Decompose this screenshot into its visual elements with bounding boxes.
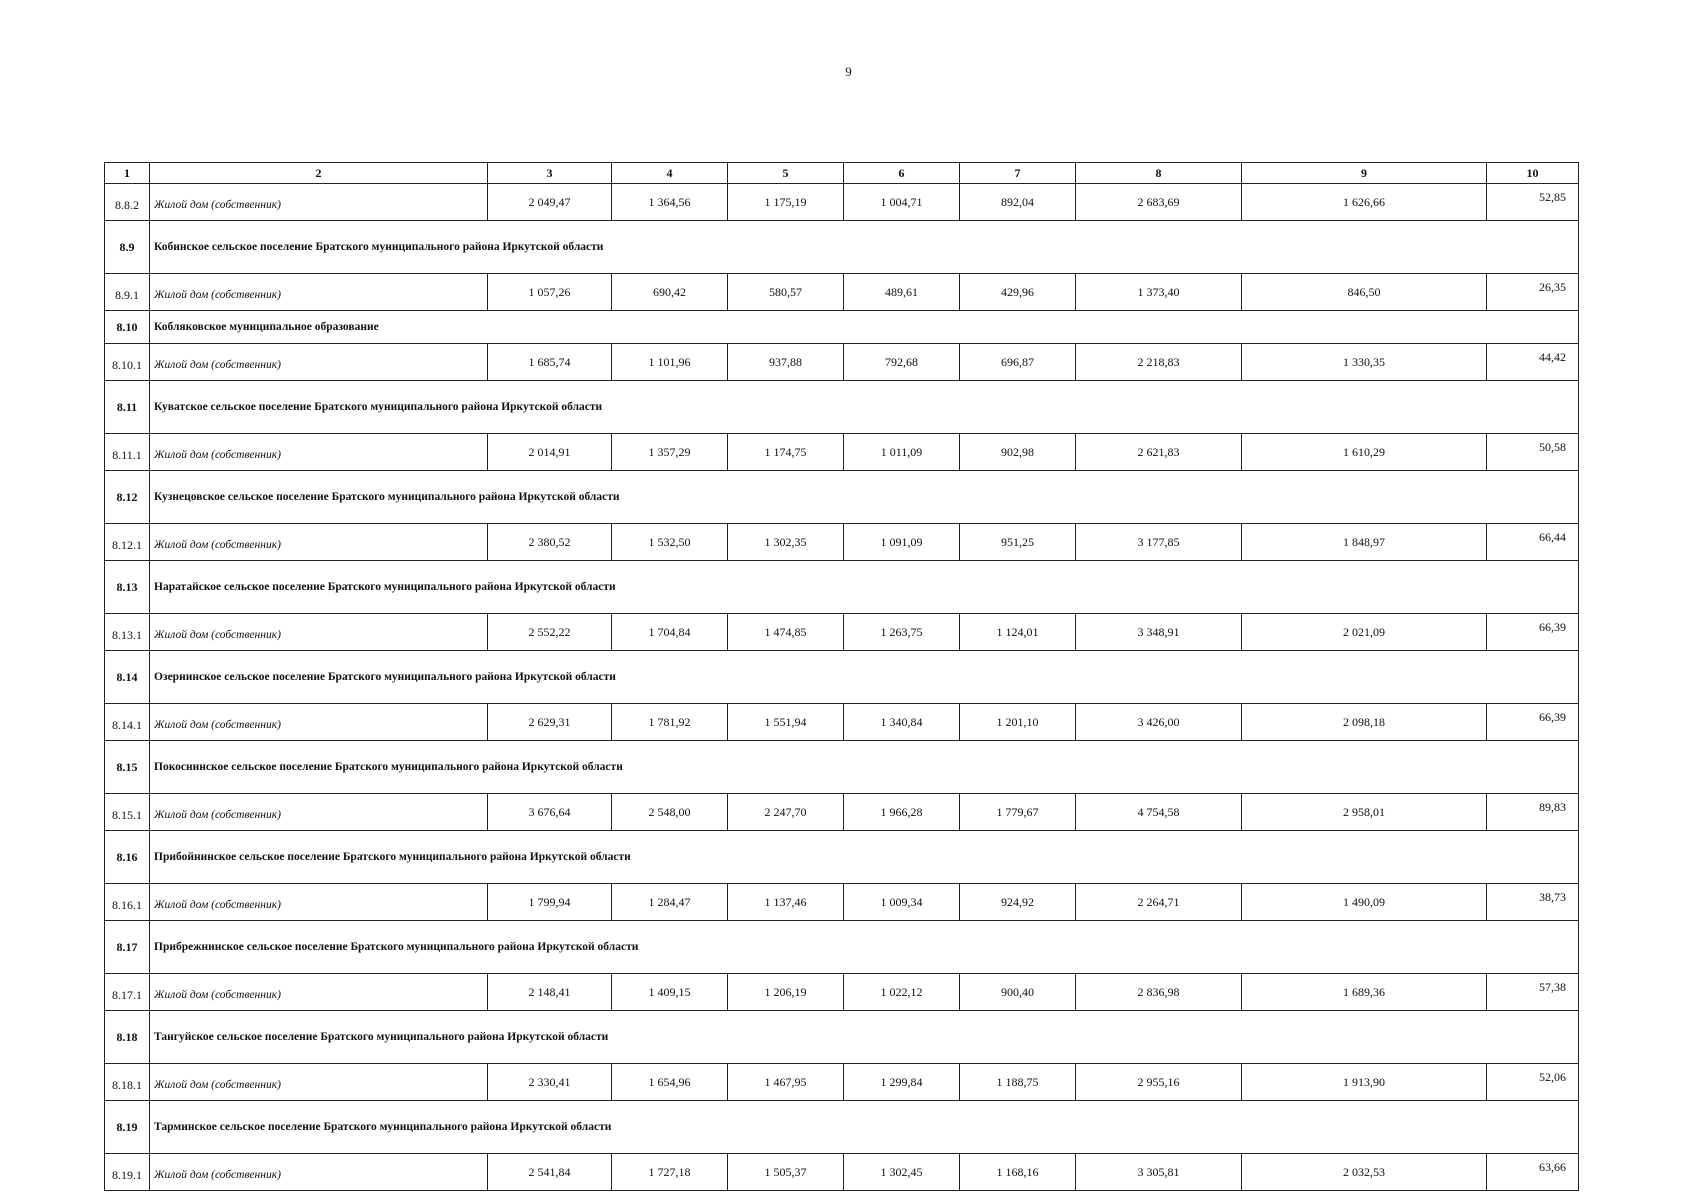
table-row [105, 794, 1579, 831]
column-header: 9 [1242, 163, 1487, 184]
section-name: Прибойнинское сельское поселение Братского муниципального района Иркутской области [150, 831, 1579, 884]
column-header: 7 [960, 163, 1076, 184]
row-name: Жилой дом (собственник) [150, 704, 488, 741]
value-cell: 1 689,36 [1242, 974, 1487, 1011]
column-header: 1 [105, 163, 150, 184]
section-number: 8.13 [105, 561, 150, 614]
value-cell: 937,88 [728, 344, 844, 381]
section-row [105, 471, 1579, 524]
value-cell: 2 541,84 [488, 1154, 612, 1191]
table-row [105, 524, 1579, 561]
value-cell: 1 302,35 [728, 524, 844, 561]
section-name: Покоснинское сельское поселение Братского муниципального района Иркутской области [150, 741, 1579, 794]
column-header: 2 [150, 163, 488, 184]
section-name: Тарминское сельское поселение Братского муниципального района Иркутской области [150, 1101, 1579, 1154]
value-cell: 924,92 [960, 884, 1076, 921]
value-cell: 2 098,18 [1242, 704, 1487, 741]
row-number: 8.17.1 [105, 974, 150, 1011]
value-cell: 1 532,50 [612, 524, 728, 561]
value-cell: 1 302,45 [844, 1154, 960, 1191]
value-cell: 1 206,19 [728, 974, 844, 1011]
section-number: 8.12 [105, 471, 150, 524]
value-cell: 44,42 [1487, 344, 1579, 381]
value-cell: 951,25 [960, 524, 1076, 561]
column-header: 10 [1487, 163, 1579, 184]
column-header: 3 [488, 163, 612, 184]
row-number: 8.9.1 [105, 274, 150, 311]
value-cell: 1 848,97 [1242, 524, 1487, 561]
value-cell: 1 284,47 [612, 884, 728, 921]
value-cell: 1 490,09 [1242, 884, 1487, 921]
row-number: 8.10.1 [105, 344, 150, 381]
value-cell: 1 101,96 [612, 344, 728, 381]
value-cell: 1 091,09 [844, 524, 960, 561]
value-cell: 26,35 [1487, 274, 1579, 311]
section-number: 8.15 [105, 741, 150, 794]
table-row [105, 884, 1579, 921]
section-row [105, 221, 1579, 274]
value-cell: 1 505,37 [728, 1154, 844, 1191]
table-row [105, 344, 1579, 381]
table-row [105, 974, 1579, 1011]
value-cell: 580,57 [728, 274, 844, 311]
value-cell: 1 174,75 [728, 434, 844, 471]
row-number: 8.13.1 [105, 614, 150, 651]
table-body [105, 163, 1579, 1191]
table-row [105, 1064, 1579, 1101]
row-name: Жилой дом (собственник) [150, 434, 488, 471]
section-number: 8.9 [105, 221, 150, 274]
value-cell: 52,85 [1487, 184, 1579, 221]
value-cell: 1 373,40 [1076, 274, 1242, 311]
row-name: Жилой дом (собственник) [150, 184, 488, 221]
value-cell: 1 057,26 [488, 274, 612, 311]
section-name: Кобинское сельское поселение Братского муниципального района Иркутской области [150, 221, 1579, 274]
value-cell: 2 621,83 [1076, 434, 1242, 471]
value-cell: 792,68 [844, 344, 960, 381]
section-number: 8.14 [105, 651, 150, 704]
value-cell: 892,04 [960, 184, 1076, 221]
value-cell: 50,58 [1487, 434, 1579, 471]
section-row [105, 741, 1579, 794]
row-name: Жилой дом (собственник) [150, 614, 488, 651]
value-cell: 2 552,22 [488, 614, 612, 651]
section-name: Кузнецовское сельское поселение Братского муниципального района Иркутской области [150, 471, 1579, 524]
value-cell: 1 409,15 [612, 974, 728, 1011]
tariff-table [104, 162, 1579, 1191]
row-name: Жилой дом (собственник) [150, 794, 488, 831]
value-cell: 900,40 [960, 974, 1076, 1011]
section-name: Наратайское сельское поселение Братского муниципального района Иркутской области [150, 561, 1579, 614]
table-row [105, 274, 1579, 311]
value-cell: 63,66 [1487, 1154, 1579, 1191]
value-cell: 2 955,16 [1076, 1064, 1242, 1101]
value-cell: 2 264,71 [1076, 884, 1242, 921]
value-cell: 2 380,52 [488, 524, 612, 561]
row-name: Жилой дом (собственник) [150, 1154, 488, 1191]
value-cell: 52,06 [1487, 1064, 1579, 1101]
value-cell: 1 009,34 [844, 884, 960, 921]
value-cell: 2 032,53 [1242, 1154, 1487, 1191]
section-row [105, 561, 1579, 614]
column-header: 8 [1076, 163, 1242, 184]
section-name: Тангуйское сельское поселение Братского муниципального района Иркутской области [150, 1011, 1579, 1064]
value-cell: 2 629,31 [488, 704, 612, 741]
value-cell: 1 474,85 [728, 614, 844, 651]
value-cell: 1 340,84 [844, 704, 960, 741]
value-cell: 3 348,91 [1076, 614, 1242, 651]
value-cell: 1 022,12 [844, 974, 960, 1011]
value-cell: 1 137,46 [728, 884, 844, 921]
table-row [105, 1154, 1579, 1191]
section-number: 8.11 [105, 381, 150, 434]
value-cell: 1 175,19 [728, 184, 844, 221]
value-cell: 1 124,01 [960, 614, 1076, 651]
section-number: 8.16 [105, 831, 150, 884]
value-cell: 696,87 [960, 344, 1076, 381]
value-cell: 846,50 [1242, 274, 1487, 311]
section-name: Прибрежнинское сельское поселение Братского муниципального района Иркутской области [150, 921, 1579, 974]
row-number: 8.19.1 [105, 1154, 150, 1191]
value-cell: 2 330,41 [488, 1064, 612, 1101]
section-name: Кобляковское муниципальное образование [150, 311, 1579, 344]
value-cell: 57,38 [1487, 974, 1579, 1011]
value-cell: 2 548,00 [612, 794, 728, 831]
value-cell: 1 467,95 [728, 1064, 844, 1101]
value-cell: 1 011,09 [844, 434, 960, 471]
value-cell: 66,44 [1487, 524, 1579, 561]
row-number: 8.12.1 [105, 524, 150, 561]
value-cell: 1 799,94 [488, 884, 612, 921]
value-cell: 1 299,84 [844, 1064, 960, 1101]
value-cell: 1 779,67 [960, 794, 1076, 831]
value-cell: 1 727,18 [612, 1154, 728, 1191]
value-cell: 2 049,47 [488, 184, 612, 221]
value-cell: 1 654,96 [612, 1064, 728, 1101]
row-name: Жилой дом (собственник) [150, 344, 488, 381]
value-cell: 1 004,71 [844, 184, 960, 221]
row-name: Жилой дом (собственник) [150, 1064, 488, 1101]
section-row [105, 381, 1579, 434]
value-cell: 1 626,66 [1242, 184, 1487, 221]
table-row [105, 704, 1579, 741]
value-cell: 2 021,09 [1242, 614, 1487, 651]
value-cell: 1 781,92 [612, 704, 728, 741]
row-number: 8.8.2 [105, 184, 150, 221]
value-cell: 1 913,90 [1242, 1064, 1487, 1101]
value-cell: 2 218,83 [1076, 344, 1242, 381]
section-number: 8.19 [105, 1101, 150, 1154]
value-cell: 1 201,10 [960, 704, 1076, 741]
value-cell: 1 330,35 [1242, 344, 1487, 381]
value-cell: 4 754,58 [1076, 794, 1242, 831]
table-row [105, 184, 1579, 221]
value-cell: 1 685,74 [488, 344, 612, 381]
section-row [105, 651, 1579, 704]
value-cell: 1 357,29 [612, 434, 728, 471]
value-cell: 2 958,01 [1242, 794, 1487, 831]
column-header: 5 [728, 163, 844, 184]
section-name: Куватское сельское поселение Братского муниципального района Иркутской области [150, 381, 1579, 434]
row-name: Жилой дом (собственник) [150, 884, 488, 921]
row-name: Жилой дом (собственник) [150, 974, 488, 1011]
value-cell: 429,96 [960, 274, 1076, 311]
row-number: 8.11.1 [105, 434, 150, 471]
column-header: 6 [844, 163, 960, 184]
value-cell: 2 836,98 [1076, 974, 1242, 1011]
value-cell: 690,42 [612, 274, 728, 311]
section-row [105, 921, 1579, 974]
value-cell: 2 683,69 [1076, 184, 1242, 221]
value-cell: 902,98 [960, 434, 1076, 471]
value-cell: 1 263,75 [844, 614, 960, 651]
value-cell: 1 364,56 [612, 184, 728, 221]
value-cell: 1 551,94 [728, 704, 844, 741]
value-cell: 1 966,28 [844, 794, 960, 831]
value-cell: 3 676,64 [488, 794, 612, 831]
row-number: 8.14.1 [105, 704, 150, 741]
row-number: 8.15.1 [105, 794, 150, 831]
page-number: 9 [845, 64, 852, 79]
value-cell: 3 426,00 [1076, 704, 1242, 741]
value-cell: 1 610,29 [1242, 434, 1487, 471]
row-number: 8.16.1 [105, 884, 150, 921]
section-number: 8.18 [105, 1011, 150, 1064]
section-row [105, 831, 1579, 884]
value-cell: 3 305,81 [1076, 1154, 1242, 1191]
value-cell: 2 247,70 [728, 794, 844, 831]
section-row [105, 1101, 1579, 1154]
value-cell: 1 704,84 [612, 614, 728, 651]
section-number: 8.10 [105, 311, 150, 344]
section-row [105, 1011, 1579, 1064]
row-number: 8.18.1 [105, 1064, 150, 1101]
section-name: Озернинское сельское поселение Братского муниципального района Иркутской области [150, 651, 1579, 704]
row-name: Жилой дом (собственник) [150, 274, 488, 311]
value-cell: 2 014,91 [488, 434, 612, 471]
value-cell: 38,73 [1487, 884, 1579, 921]
table-row [105, 614, 1579, 651]
value-cell: 1 188,75 [960, 1064, 1076, 1101]
value-cell: 89,83 [1487, 794, 1579, 831]
column-header: 4 [612, 163, 728, 184]
header-row [105, 163, 1579, 184]
value-cell: 66,39 [1487, 704, 1579, 741]
value-cell: 2 148,41 [488, 974, 612, 1011]
table-row [105, 434, 1579, 471]
value-cell: 489,61 [844, 274, 960, 311]
section-row [105, 311, 1579, 344]
section-number: 8.17 [105, 921, 150, 974]
value-cell: 66,39 [1487, 614, 1579, 651]
value-cell: 3 177,85 [1076, 524, 1242, 561]
value-cell: 1 168,16 [960, 1154, 1076, 1191]
row-name: Жилой дом (собственник) [150, 524, 488, 561]
